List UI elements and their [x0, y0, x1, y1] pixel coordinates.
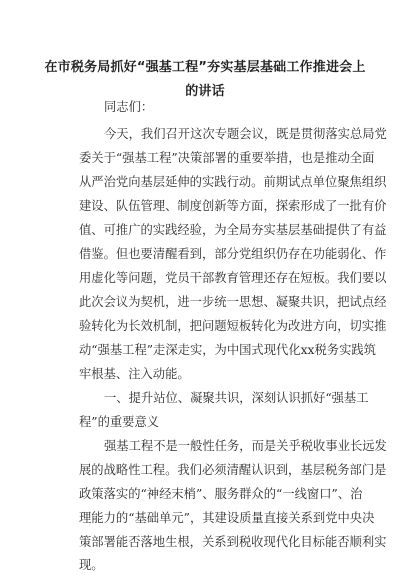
paragraph-line: 委关于“强基工程”决策部署的重要举措，也是推动全面	[79, 151, 375, 165]
salutation: 同志们：	[104, 100, 154, 114]
paragraph-line: 现。	[79, 558, 104, 572]
section-heading-line: 一、提升站位、凝聚共识，深刻认识抓好“强基工	[104, 391, 369, 405]
paragraph-line: 强基工程不是一般性任务，而是关乎税收事业长远发	[104, 439, 387, 453]
paragraph-line: 政策落实的“神经末梢”、服务群众的“一线窗口”、治	[79, 487, 363, 501]
paragraph-line: 值、可推广的实践经验，为全局夯实基层基础提供了有益	[79, 223, 387, 237]
paragraph-line: 展的战略性工程。我们必须清醒认识到，基层税务部门是	[79, 463, 387, 477]
paragraph-line: 动“强基工程”走深走实，为中国式现代化xx税务实践筑	[79, 343, 376, 357]
section-heading-line: 程”的重要意义	[79, 415, 160, 429]
paragraph-line: 验转化为长效机制，把问题短板转化为改进方向，切实推	[79, 319, 387, 333]
paragraph-line: 牢根基、注入动能。	[79, 367, 190, 381]
document-title-line-2: 的讲话	[185, 84, 225, 99]
paragraph-line: 建设、队伍管理、制度创新等方面，探索形成了一批有价	[79, 199, 387, 213]
paragraph-line: 从严治党向基层延伸的实践行动。前期试点单位聚焦组织	[79, 175, 387, 189]
paragraph-line: 借鉴。但也要清醒看到，部分党组织仍存在功能弱化、作	[79, 247, 387, 261]
document-title-line-1: 在市税务局抓好“强基工程”夯实基层基础工作推进会上	[44, 60, 366, 75]
paragraph-line: 此次会议为契机，进一步统一思想、凝聚共识，把试点经	[79, 295, 387, 309]
paragraph-line: 用虚化等问题，党员干部教育管理还存在短板。我们要以	[79, 271, 387, 285]
paragraph-line: 理能力的“基础单元”，其建设质量直接关系到党中央决	[79, 511, 375, 525]
paragraph-line: 策部署能否落地生根，关系到税收现代化目标能否顺利实	[79, 535, 387, 549]
paragraph-line: 今天，我们召开这次专题会议，既是贯彻落实总局党	[104, 127, 387, 141]
